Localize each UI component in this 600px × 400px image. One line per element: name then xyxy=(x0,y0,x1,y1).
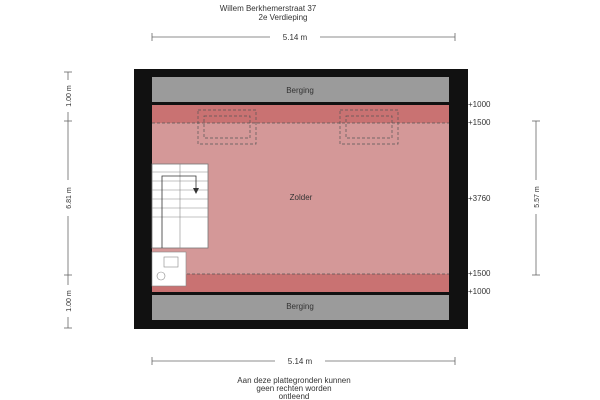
attic-label: Zolder xyxy=(289,193,313,202)
height-marker-5: +1000 xyxy=(468,287,491,296)
left-top-label: 1.00 m xyxy=(66,85,73,107)
storage-top-label: Berging xyxy=(286,86,314,95)
disclaimer-line-2: geen rechten worden xyxy=(256,384,332,393)
right-middle-label: 5.57 m xyxy=(534,186,541,208)
height-marker-3: +3760 xyxy=(468,194,491,203)
low-zone-bottom xyxy=(152,274,449,292)
disclaimer-line-1: Aan deze plattegronden kunnen xyxy=(237,376,351,385)
floor-title: 2e Verdieping xyxy=(258,13,308,22)
storage-bottom-label: Berging xyxy=(286,302,314,311)
staircase xyxy=(152,164,208,248)
top-width-label: 5.14 m xyxy=(282,33,308,42)
height-marker-1: +1000 xyxy=(468,100,491,109)
left-bottom-label: 1.00 m xyxy=(66,290,73,312)
low-zone-top xyxy=(152,105,449,123)
disclaimer-line-3: ontleend xyxy=(278,392,310,400)
height-marker-4: +1500 xyxy=(468,269,491,278)
bottom-width-label: 5.14 m xyxy=(287,357,313,366)
fixture-area xyxy=(152,252,186,286)
address-title: Willem Berkhemerstraat 37 xyxy=(219,4,317,13)
height-marker-2: +1500 xyxy=(468,118,491,127)
left-middle-label: 6.81 m xyxy=(66,187,73,209)
